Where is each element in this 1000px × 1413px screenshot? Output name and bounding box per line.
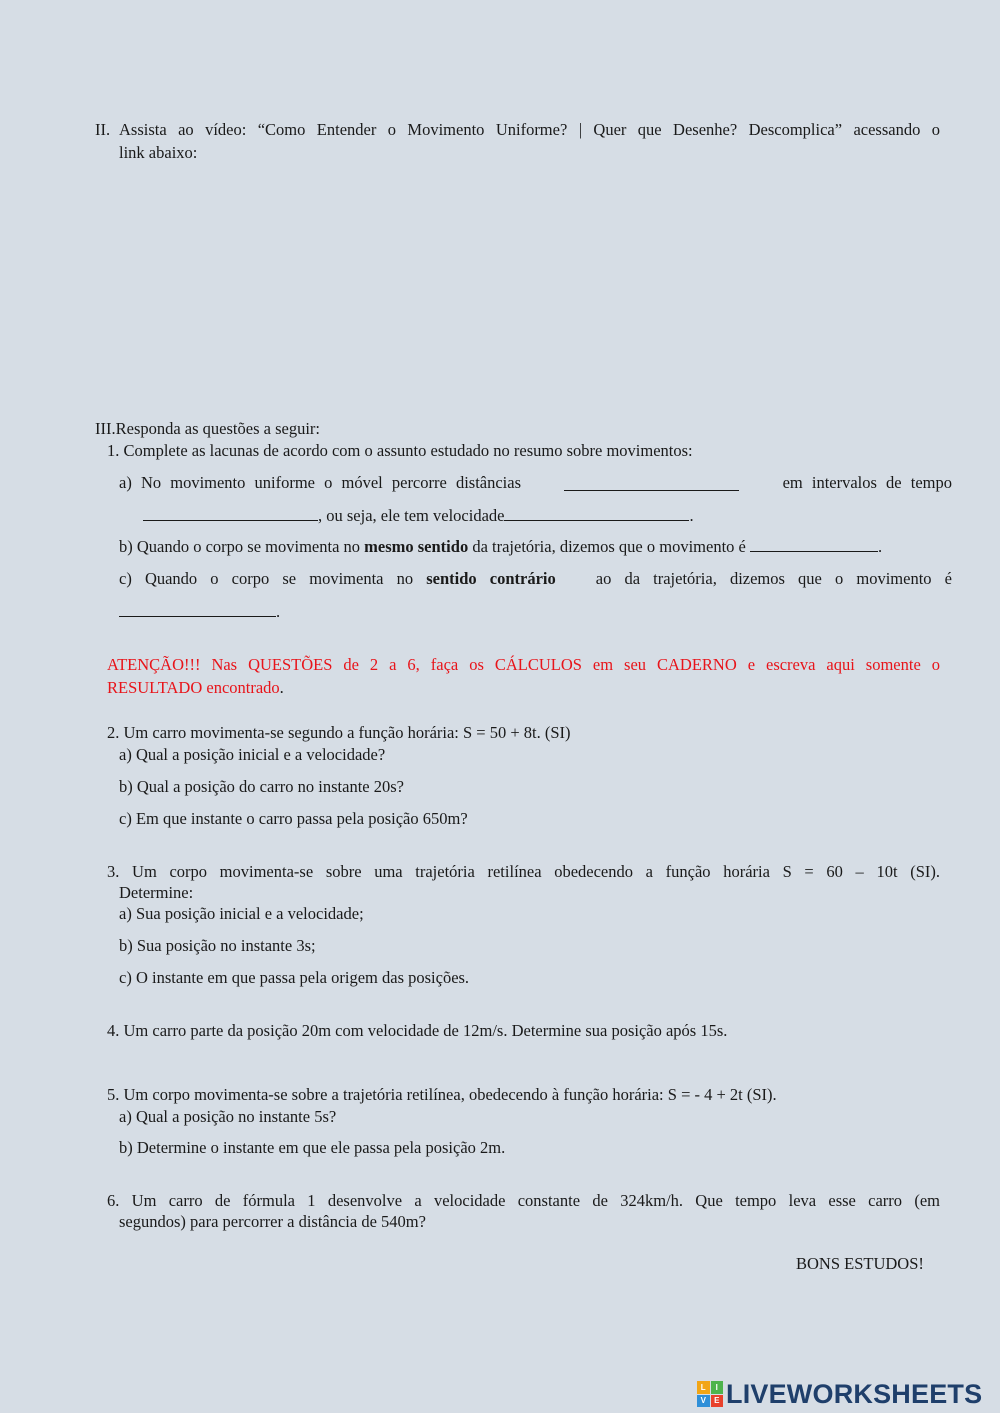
- answer-blank-1a-velocity[interactable]: [504, 506, 689, 521]
- attention-line1: ATENÇÃO!!! Nas QUESTÕES de 2 a 6, faça os CÁLCULOS em seu CADERNO e escreva aqui somente o: [107, 655, 940, 674]
- question-1c-prefix-wrap: [119, 568, 556, 590]
- question-1a-prefix: a) No movimento uniforme o móvel percorre distâncias: [119, 473, 522, 492]
- question-1c-suffix: ao da trajetória, dizemos que o movimento é: [595, 569, 952, 588]
- question-3b: b) Sua posição no instante 3s;: [119, 936, 316, 955]
- liveworksheets-logo-text: LIVEWORKSHEETS: [726, 1378, 983, 1409]
- answer-blank-1b[interactable]: [750, 537, 878, 552]
- logo-icon-l: L: [697, 1381, 710, 1394]
- question-1c-prefix: c) Quando o corpo se movimenta no: [119, 569, 427, 588]
- question-5a: a) Qual a posição no instante 5s?: [119, 1107, 337, 1126]
- logo-icon-e: E: [711, 1395, 724, 1408]
- question-1a-line2-mid: , ou seja, ele tem velocidade: [318, 506, 505, 525]
- question-6-stem-line1: 6. Um carro de fórmula 1 desenvolve a velocidade constante de 324km/h. Que tempo leva esse carro (em: [107, 1191, 940, 1210]
- attention-result-text: RESULTADO encontrado: [107, 678, 280, 697]
- question-1b-suffix: da trajetória, dizemos que o movimento é: [468, 537, 750, 556]
- question-1c-line1: [119, 568, 952, 590]
- question-1-stem: 1. Complete as lacunas de acordo com o assunto estudado no resumo sobre movimentos:: [107, 441, 693, 460]
- section-2-instructions-line1: Assista ao vídeo: “Como Entender o Movimento Uniforme? | Quer que Desenhe? Descomplica” acessando o: [119, 120, 940, 139]
- answer-blank-1a-distances[interactable]: [564, 476, 739, 491]
- question-1a-line2-end: .: [689, 506, 694, 525]
- question-1b-prefix: b) Quando o corpo se movimenta no: [119, 537, 365, 556]
- question-6-stem-line2: segundos) para percorrer a distância de 540m?: [119, 1212, 426, 1231]
- question-1a-line1: [119, 472, 952, 494]
- answer-blank-1a-time[interactable]: [143, 506, 318, 521]
- question-3a: a) Sua posição inicial e a velocidade;: [119, 904, 364, 923]
- question-1c-line2: [119, 601, 280, 623]
- question-1c-bold: sentido contrário: [426, 569, 556, 588]
- question-2-stem: 2. Um carro movimenta-se segundo a função horária: S = 50 + 8t. (SI): [107, 723, 571, 742]
- question-1a-mid: em intervalos de tempo: [782, 473, 952, 492]
- question-5b: b) Determine o instante em que ele passa pela posição 2m.: [119, 1138, 506, 1157]
- logo-icon-v: V: [697, 1395, 710, 1408]
- question-2b: b) Qual a posição do carro no instante 20s?: [119, 777, 404, 796]
- question-1c-end: .: [276, 602, 281, 621]
- question-3c: c) O instante em que passa pela origem das posições.: [119, 968, 470, 987]
- logo-icon-i: I: [711, 1381, 724, 1394]
- question-2a: a) Qual a posição inicial e a velocidade?: [119, 745, 386, 764]
- question-1b-bold: mesmo sentido: [364, 537, 469, 556]
- question-3-stem-line1: 3. Um corpo movimenta-se sobre uma trajetória retilínea obedecendo a função horária S = 60 – 10t (SI).: [107, 862, 940, 881]
- attention-period: .: [279, 678, 284, 697]
- question-1b: [119, 536, 882, 558]
- question-5-stem: 5. Um corpo movimenta-se sobre a trajetória retilínea, obedecendo à função horária: S = - 4 + 2t (SI).: [107, 1085, 777, 1104]
- question-1a-line2: [143, 505, 694, 527]
- question-2c: c) Em que instante o carro passa pela posição 650m?: [119, 809, 468, 828]
- section-2-numeral: II.: [95, 120, 111, 139]
- attention-line2: [107, 677, 284, 699]
- liveworksheets-logo-icon: [697, 1381, 723, 1407]
- answer-blank-1c[interactable]: [119, 602, 276, 617]
- closing-text: BONS ESTUDOS!: [796, 1254, 924, 1273]
- question-1b-end: .: [878, 537, 883, 556]
- section-3-heading: III.Responda as questões a seguir:: [95, 419, 320, 438]
- liveworksheets-logo[interactable]: [697, 1378, 982, 1410]
- question-4-stem: 4. Um carro parte da posição 20m com velocidade de 12m/s. Determine sua posição após 15s.: [107, 1021, 728, 1040]
- question-3-stem-line2: Determine:: [119, 883, 194, 902]
- section-2-instructions-line2: link abaixo:: [119, 143, 198, 162]
